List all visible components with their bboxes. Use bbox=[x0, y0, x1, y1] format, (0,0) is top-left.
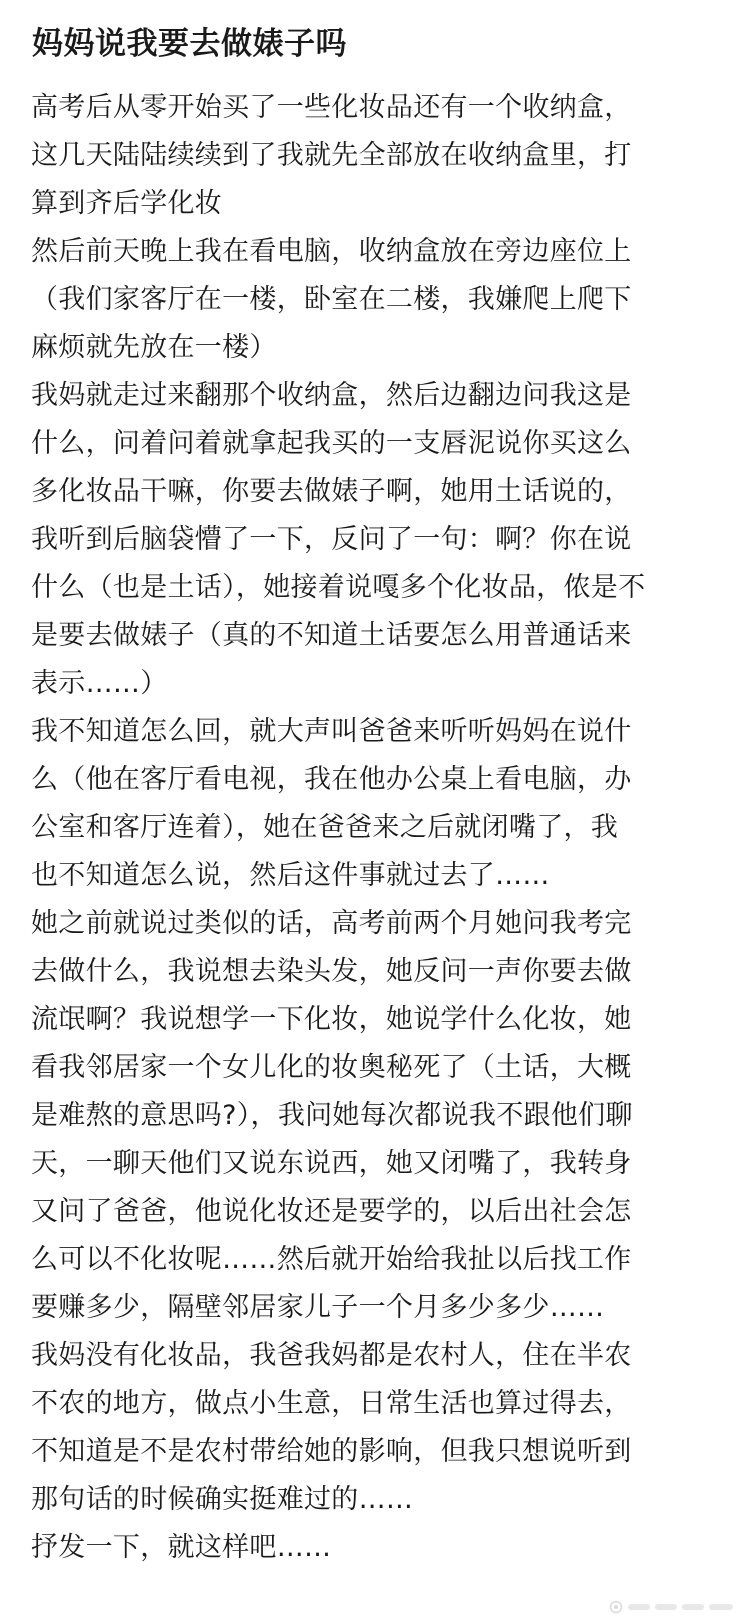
post-line: 是难熬的意思吗?），我问她每次都说我不跟他们聊 bbox=[31, 1100, 633, 1131]
post-line: 么可以不化妆呢……然后就开始给我扯以后找工作 bbox=[31, 1244, 632, 1275]
post-line: 我妈就走过来翻那个收纳盒，然后边翻边问我这是 bbox=[31, 380, 632, 411]
post-line: 她之前就说过类似的话，高考前两个月她问我考完 bbox=[31, 908, 632, 939]
post-line: 去做什么，我说想去染头发，她反问一声你要去做 bbox=[31, 956, 632, 987]
post-line: 什么，问着问着就拿起我买的一支唇泥说你买这么 bbox=[31, 428, 632, 459]
post-line: 多化妆品干嘛，你要去做婊子啊，她用土话说的， bbox=[31, 476, 632, 507]
post-line: 我听到后脑袋懵了一下，反问了一句：啊？你在说 bbox=[31, 524, 632, 555]
post-line: 然后前天晚上我在看电脑，收纳盒放在旁边座位上 bbox=[31, 236, 632, 267]
post-line: 公室和客厅连着），她在爸爸来之后就闭嘴了，我 bbox=[31, 812, 619, 843]
post-line: 算到齐后学化妆 bbox=[31, 188, 223, 219]
post-line: 流氓啊？我说想学一下化妆，她说学什么化妆，她 bbox=[31, 1004, 632, 1035]
post-line: （我们家客厅在一楼，卧室在二楼，我嫌爬上爬下 bbox=[31, 284, 632, 315]
post-line: 这几天陆陆续续到了我就先全部放在收纳盒里，打 bbox=[31, 140, 632, 171]
post-line: 要赚多少，隔壁邻居家儿子一个月多少多少…… bbox=[31, 1292, 605, 1323]
post-line: 抒发一下，就这样吧…… bbox=[31, 1532, 332, 1563]
post-line: 看我邻居家一个女儿化的妆奥秘死了（土话，大概 bbox=[31, 1052, 632, 1083]
watermark-logo bbox=[608, 1597, 738, 1617]
post-line: 我妈没有化妆品，我爸我妈都是农村人，住在半农 bbox=[31, 1340, 632, 1371]
post-line: 表示……） bbox=[31, 668, 168, 699]
post-title: 妈妈说我要去做婊子吗 bbox=[32, 26, 347, 62]
post-line: 麻烦就先放在一楼） bbox=[31, 332, 277, 363]
post-line: 也不知道怎么说，然后这件事就过去了…… bbox=[31, 860, 550, 891]
post-line: 高考后从零开始买了一些化妆品还有一个收纳盒， bbox=[31, 92, 632, 123]
post-line: 那句话的时候确实挺难过的…… bbox=[31, 1484, 414, 1515]
post-line: 天，一聊天他们又说东说西，她又闭嘴了，我转身 bbox=[31, 1148, 632, 1179]
post-line: 我不知道怎么回，就大声叫爸爸来听听妈妈在说什 bbox=[31, 716, 632, 747]
post-body bbox=[31, 84, 721, 1572]
post-line: 不知道是不是农村带给她的影响，但我只想说听到 bbox=[31, 1436, 632, 1467]
post-line: 什么（也是土话），她接着说嘎多个化妆品，侬是不 bbox=[31, 572, 646, 603]
post-line: 么（他在客厅看电视，我在他办公桌上看电脑，办 bbox=[31, 764, 632, 795]
post-line: 又问了爸爸，他说化妆还是要学的，以后出社会怎 bbox=[31, 1196, 632, 1227]
post-line: 不农的地方，做点小生意，日常生活也算过得去， bbox=[31, 1388, 632, 1419]
post-line: 是要去做婊子（真的不知道土话要怎么用普通话来 bbox=[31, 620, 632, 651]
